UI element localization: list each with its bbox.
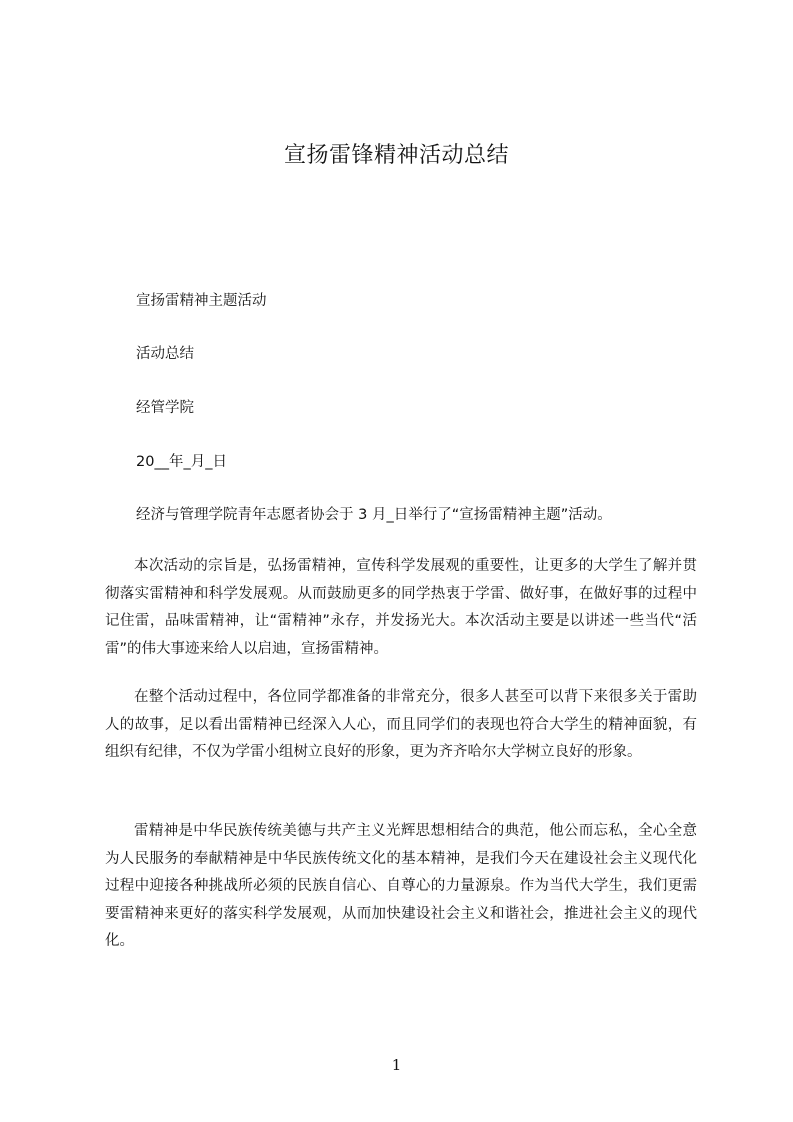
body-paragraph: 本次活动的宗旨是，弘扬雷精神，宣传科学发展观的重要性，让更多的大学生了解并贯彻落实雷精神和科学发展观。从而鼓励更多的同学热衷于学雷、做好事，在做好事的过程中记住雷，品味雷精神，让“雷精神”永存，并发扬光大。本次活动主要是以讲述一些当代“活雷”的伟大事迹来给人以启迪，宣扬雷精神。	[105, 558, 697, 657]
page-number: 1	[391, 1056, 402, 1074]
body-paragraph: 在整个活动过程中，各位同学都准备的非常充分，很多人甚至可以背下来很多关于雷助人的故事，足以看出雷精神已经深入人心，而且同学们的表现也符合大学生的精神面貌，有组织有纪律，不仅为学雷小组树立良好的形象，更为齐齐哈尔大学树立良好的形象。	[105, 689, 697, 761]
body-paragraph: 雷精神是中华民族传统美德与共产主义光辉思想相结合的典范，他公而忘私，全心全意为人民服务的奉献精神是中华民族传统文化的基本精神，是我们今天在建设社会主义现代化过程中迎接各种挑战所必须的民族自信心、自尊心的力量源泉。作为当代大学生，我们更需要雷精神来更好的落实科学发展观，从而加快建设社会主义和谐社会，推进社会主义的现代化。	[105, 823, 697, 950]
intro-paragraph: 经济与管理学院青年志愿者协会于 3 月_日举行了“宣扬雷精神主题”活动。	[136, 507, 612, 523]
meta-line-college: 经管学院	[136, 400, 194, 416]
meta-line-date: 20__年_月_日	[136, 454, 227, 470]
meta-line-theme: 宣扬雷精神主题活动	[136, 293, 267, 309]
document-title: 宣扬雷锋精神活动总结	[283, 143, 509, 168]
meta-line-summary: 活动总结	[136, 346, 194, 362]
